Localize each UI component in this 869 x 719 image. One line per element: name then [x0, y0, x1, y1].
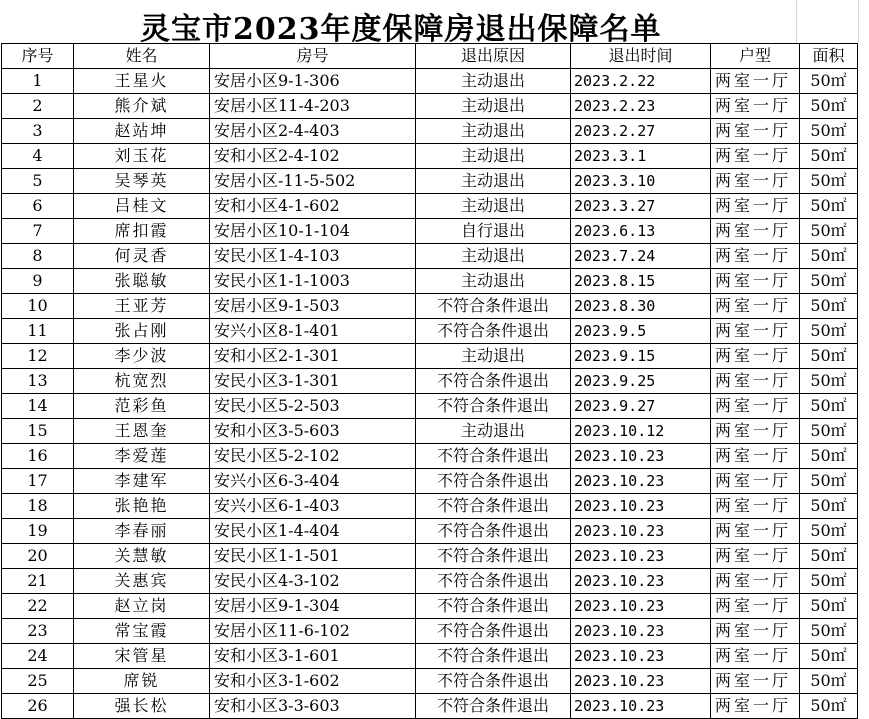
- cell-reason: 不符合条件退出: [416, 394, 571, 419]
- cell-reason: 不符合条件退出: [416, 369, 571, 394]
- cell-area: 50㎡: [800, 294, 858, 319]
- cell-reason: 主动退出: [416, 419, 571, 444]
- cell-name: 何灵香: [74, 244, 210, 269]
- cell-time: 2023.10.23: [571, 469, 711, 494]
- cell-reason: 不符合条件退出: [416, 569, 571, 594]
- cell-gridline: [796, 0, 797, 43]
- cell-type: 两室一厅: [711, 294, 800, 319]
- cell-reason: 不符合条件退出: [416, 669, 571, 694]
- cell-index: 13: [2, 369, 74, 394]
- cell-time: 2023.10.23: [571, 619, 711, 644]
- cell-time: 2023.10.23: [571, 569, 711, 594]
- cell-type: 两室一厅: [711, 444, 800, 469]
- cell-room: 安居小区11-4-203: [210, 94, 416, 119]
- cell-reason: 不符合条件退出: [416, 594, 571, 619]
- cell-area: 50㎡: [800, 244, 858, 269]
- header-reason: 退出原因: [416, 44, 571, 69]
- cell-time: 2023.3.27: [571, 194, 711, 219]
- table-row: [2, 344, 858, 369]
- cell-time: 2023.10.23: [571, 544, 711, 569]
- cell-time: 2023.9.5: [571, 319, 711, 344]
- table-row: [2, 469, 858, 494]
- table-row: [2, 369, 858, 394]
- cell-time: 2023.2.27: [571, 119, 711, 144]
- cell-room: 安民小区1-4-103: [210, 244, 416, 269]
- cell-name: 李建军: [74, 469, 210, 494]
- cell-area: 50㎡: [800, 619, 858, 644]
- cell-index: 19: [2, 519, 74, 544]
- cell-time: 2023.10.12: [571, 419, 711, 444]
- cell-type: 两室一厅: [711, 269, 800, 294]
- cell-area: 50㎡: [800, 544, 858, 569]
- cell-time: 2023.10.23: [571, 444, 711, 469]
- cell-room: 安民小区1-1-501: [210, 544, 416, 569]
- cell-index: 2: [2, 94, 74, 119]
- cell-time: 2023.9.27: [571, 394, 711, 419]
- cell-room: 安和小区3-5-603: [210, 419, 416, 444]
- table-row: [2, 244, 858, 269]
- header-area: 面积: [800, 44, 858, 69]
- cell-area: 50㎡: [800, 494, 858, 519]
- cell-area: 50㎡: [800, 269, 858, 294]
- cell-index: 6: [2, 194, 74, 219]
- document-title: 灵宝市2023年度保障房退出保障名单: [140, 12, 662, 47]
- cell-name: 强长松: [74, 694, 210, 719]
- cell-index: 26: [2, 694, 74, 719]
- header-room: 房号: [210, 44, 416, 69]
- table-row: [2, 419, 858, 444]
- cell-room: 安民小区1-1-1003: [210, 269, 416, 294]
- table-header-row: [2, 44, 858, 69]
- table-row: [2, 294, 858, 319]
- cell-area: 50㎡: [800, 319, 858, 344]
- cell-reason: 不符合条件退出: [416, 519, 571, 544]
- cell-room: 安和小区2-4-102: [210, 144, 416, 169]
- cell-type: 两室一厅: [711, 469, 800, 494]
- cell-reason: 主动退出: [416, 169, 571, 194]
- cell-room: 安民小区1-4-404: [210, 519, 416, 544]
- cell-area: 50㎡: [800, 219, 858, 244]
- cell-area: 50㎡: [800, 119, 858, 144]
- table-row: [2, 694, 858, 719]
- cell-type: 两室一厅: [711, 644, 800, 669]
- cell-room: 安居小区2-4-403: [210, 119, 416, 144]
- table-row: [2, 444, 858, 469]
- cell-reason: 不符合条件退出: [416, 619, 571, 644]
- cell-time: 2023.8.15: [571, 269, 711, 294]
- cell-reason: 自行退出: [416, 219, 571, 244]
- cell-time: 2023.10.23: [571, 594, 711, 619]
- cell-index: 12: [2, 344, 74, 369]
- cell-room: 安和小区4-1-602: [210, 194, 416, 219]
- cell-index: 10: [2, 294, 74, 319]
- cell-reason: 主动退出: [416, 144, 571, 169]
- cell-type: 两室一厅: [711, 344, 800, 369]
- cell-reason: 不符合条件退出: [416, 319, 571, 344]
- cell-name: 吴琴英: [74, 169, 210, 194]
- cell-name: 杭宽烈: [74, 369, 210, 394]
- cell-time: 2023.10.23: [571, 494, 711, 519]
- cell-room: 安民小区4-3-102: [210, 569, 416, 594]
- cell-area: 50㎡: [800, 569, 858, 594]
- cell-index: 1: [2, 69, 74, 94]
- cell-reason: 主动退出: [416, 244, 571, 269]
- cell-area: 50㎡: [800, 419, 858, 444]
- cell-room: 安和小区3-1-601: [210, 644, 416, 669]
- header-time: 退出时间: [571, 44, 711, 69]
- cell-time: 2023.10.23: [571, 519, 711, 544]
- cell-name: 刘玉花: [74, 144, 210, 169]
- cell-room: 安和小区3-3-603: [210, 694, 416, 719]
- cell-area: 50㎡: [800, 144, 858, 169]
- header-type: 户型: [711, 44, 800, 69]
- cell-area: 50㎡: [800, 194, 858, 219]
- cell-room: 安和小区3-1-602: [210, 669, 416, 694]
- header-name: 姓名: [74, 44, 210, 69]
- cell-area: 50㎡: [800, 69, 858, 94]
- cell-time: 2023.9.15: [571, 344, 711, 369]
- cell-room: 安居小区9-1-503: [210, 294, 416, 319]
- cell-type: 两室一厅: [711, 69, 800, 94]
- cell-type: 两室一厅: [711, 369, 800, 394]
- table-row: [2, 69, 858, 94]
- cell-type: 两室一厅: [711, 319, 800, 344]
- cell-name: 王亚芳: [74, 294, 210, 319]
- cell-room: 安民小区5-2-102: [210, 444, 416, 469]
- cell-reason: 不符合条件退出: [416, 494, 571, 519]
- cell-reason: 不符合条件退出: [416, 294, 571, 319]
- cell-room: 安居小区9-1-304: [210, 594, 416, 619]
- title-row: [0, 0, 869, 47]
- cell-type: 两室一厅: [711, 544, 800, 569]
- cell-type: 两室一厅: [711, 519, 800, 544]
- cell-name: 赵站坤: [74, 119, 210, 144]
- cell-name: 席锐: [74, 669, 210, 694]
- cell-area: 50㎡: [800, 519, 858, 544]
- cell-type: 两室一厅: [711, 494, 800, 519]
- cell-reason: 不符合条件退出: [416, 444, 571, 469]
- cell-room: 安民小区5-2-503: [210, 394, 416, 419]
- cell-name: 关慧敏: [74, 544, 210, 569]
- cell-time: 2023.7.24: [571, 244, 711, 269]
- cell-name: 宋管星: [74, 644, 210, 669]
- cell-index: 14: [2, 394, 74, 419]
- cell-name: 吕桂文: [74, 194, 210, 219]
- cell-index: 21: [2, 569, 74, 594]
- cell-time: 2023.10.23: [571, 669, 711, 694]
- table-row: [2, 619, 858, 644]
- cell-name: 张艳艳: [74, 494, 210, 519]
- cell-time: 2023.6.13: [571, 219, 711, 244]
- cell-reason: 主动退出: [416, 94, 571, 119]
- cell-reason: 不符合条件退出: [416, 644, 571, 669]
- cell-index: 11: [2, 319, 74, 344]
- table-row: [2, 219, 858, 244]
- table-row: [2, 119, 858, 144]
- cell-reason: 主动退出: [416, 344, 571, 369]
- table-row: [2, 644, 858, 669]
- cell-type: 两室一厅: [711, 569, 800, 594]
- cell-room: 安民小区3-1-301: [210, 369, 416, 394]
- cell-name: 李春丽: [74, 519, 210, 544]
- cell-area: 50㎡: [800, 644, 858, 669]
- cell-room: 安居小区-11-5-502: [210, 169, 416, 194]
- cell-reason: 主动退出: [416, 194, 571, 219]
- cell-name: 王星火: [74, 69, 210, 94]
- cell-time: 2023.9.25: [571, 369, 711, 394]
- cell-index: 23: [2, 619, 74, 644]
- cell-reason: 不符合条件退出: [416, 469, 571, 494]
- cell-type: 两室一厅: [711, 669, 800, 694]
- cell-time: 2023.3.10: [571, 169, 711, 194]
- cell-room: 安居小区9-1-306: [210, 69, 416, 94]
- cell-type: 两室一厅: [711, 119, 800, 144]
- cell-time: 2023.10.23: [571, 694, 711, 719]
- cell-index: 25: [2, 669, 74, 694]
- cell-area: 50㎡: [800, 444, 858, 469]
- cell-name: 赵立岗: [74, 594, 210, 619]
- table-row: [2, 569, 858, 594]
- cell-area: 50㎡: [800, 369, 858, 394]
- table-row: [2, 144, 858, 169]
- cell-reason: 主动退出: [416, 119, 571, 144]
- cell-name: 张聪敏: [74, 269, 210, 294]
- cell-name: 李爱莲: [74, 444, 210, 469]
- cell-time: 2023.10.23: [571, 644, 711, 669]
- table-row: [2, 544, 858, 569]
- cell-name: 席扣霞: [74, 219, 210, 244]
- table-row: [2, 169, 858, 194]
- cell-area: 50㎡: [800, 594, 858, 619]
- table-row: [2, 94, 858, 119]
- table-row: [2, 394, 858, 419]
- cell-area: 50㎡: [800, 169, 858, 194]
- cell-room: 安兴小区6-3-404: [210, 469, 416, 494]
- cell-room: 安和小区2-1-301: [210, 344, 416, 369]
- cell-index: 7: [2, 219, 74, 244]
- cell-index: 16: [2, 444, 74, 469]
- cell-area: 50㎡: [800, 394, 858, 419]
- cell-room: 安兴小区6-1-403: [210, 494, 416, 519]
- cell-name: 常宝霞: [74, 619, 210, 644]
- table-row: [2, 669, 858, 694]
- table-row: [2, 519, 858, 544]
- cell-index: 22: [2, 594, 74, 619]
- cell-name: 张占刚: [74, 319, 210, 344]
- cell-type: 两室一厅: [711, 144, 800, 169]
- cell-room: 安兴小区8-1-401: [210, 319, 416, 344]
- cell-gridline: [858, 0, 859, 43]
- cell-index: 4: [2, 144, 74, 169]
- cell-time: 2023.2.23: [571, 94, 711, 119]
- cell-name: 李少波: [74, 344, 210, 369]
- cell-index: 18: [2, 494, 74, 519]
- cell-area: 50㎡: [800, 94, 858, 119]
- cell-type: 两室一厅: [711, 219, 800, 244]
- cell-area: 50㎡: [800, 694, 858, 719]
- exit-list-table: [1, 43, 858, 719]
- cell-index: 20: [2, 544, 74, 569]
- cell-name: 关惠宾: [74, 569, 210, 594]
- table-row: [2, 269, 858, 294]
- header-index: 序号: [2, 44, 74, 69]
- cell-area: 50㎡: [800, 469, 858, 494]
- cell-reason: 不符合条件退出: [416, 694, 571, 719]
- cell-type: 两室一厅: [711, 619, 800, 644]
- cell-area: 50㎡: [800, 344, 858, 369]
- cell-type: 两室一厅: [711, 169, 800, 194]
- cell-reason: 主动退出: [416, 69, 571, 94]
- cell-index: 5: [2, 169, 74, 194]
- table-row: [2, 319, 858, 344]
- cell-type: 两室一厅: [711, 594, 800, 619]
- cell-index: 3: [2, 119, 74, 144]
- cell-reason: 不符合条件退出: [416, 544, 571, 569]
- cell-time: 2023.8.30: [571, 294, 711, 319]
- cell-index: 17: [2, 469, 74, 494]
- cell-area: 50㎡: [800, 669, 858, 694]
- cell-index: 9: [2, 269, 74, 294]
- cell-type: 两室一厅: [711, 244, 800, 269]
- cell-time: 2023.3.1: [571, 144, 711, 169]
- cell-type: 两室一厅: [711, 694, 800, 719]
- table-row: [2, 194, 858, 219]
- table-row: [2, 494, 858, 519]
- cell-name: 王恩奎: [74, 419, 210, 444]
- cell-index: 15: [2, 419, 74, 444]
- cell-index: 24: [2, 644, 74, 669]
- cell-room: 安居小区10-1-104: [210, 219, 416, 244]
- cell-time: 2023.2.22: [571, 69, 711, 94]
- table-row: [2, 594, 858, 619]
- cell-type: 两室一厅: [711, 94, 800, 119]
- cell-reason: 主动退出: [416, 269, 571, 294]
- cell-name: 范彩鱼: [74, 394, 210, 419]
- cell-index: 8: [2, 244, 74, 269]
- cell-name: 熊介斌: [74, 94, 210, 119]
- cell-type: 两室一厅: [711, 394, 800, 419]
- cell-type: 两室一厅: [711, 194, 800, 219]
- cell-type: 两室一厅: [711, 419, 800, 444]
- cell-room: 安居小区11-6-102: [210, 619, 416, 644]
